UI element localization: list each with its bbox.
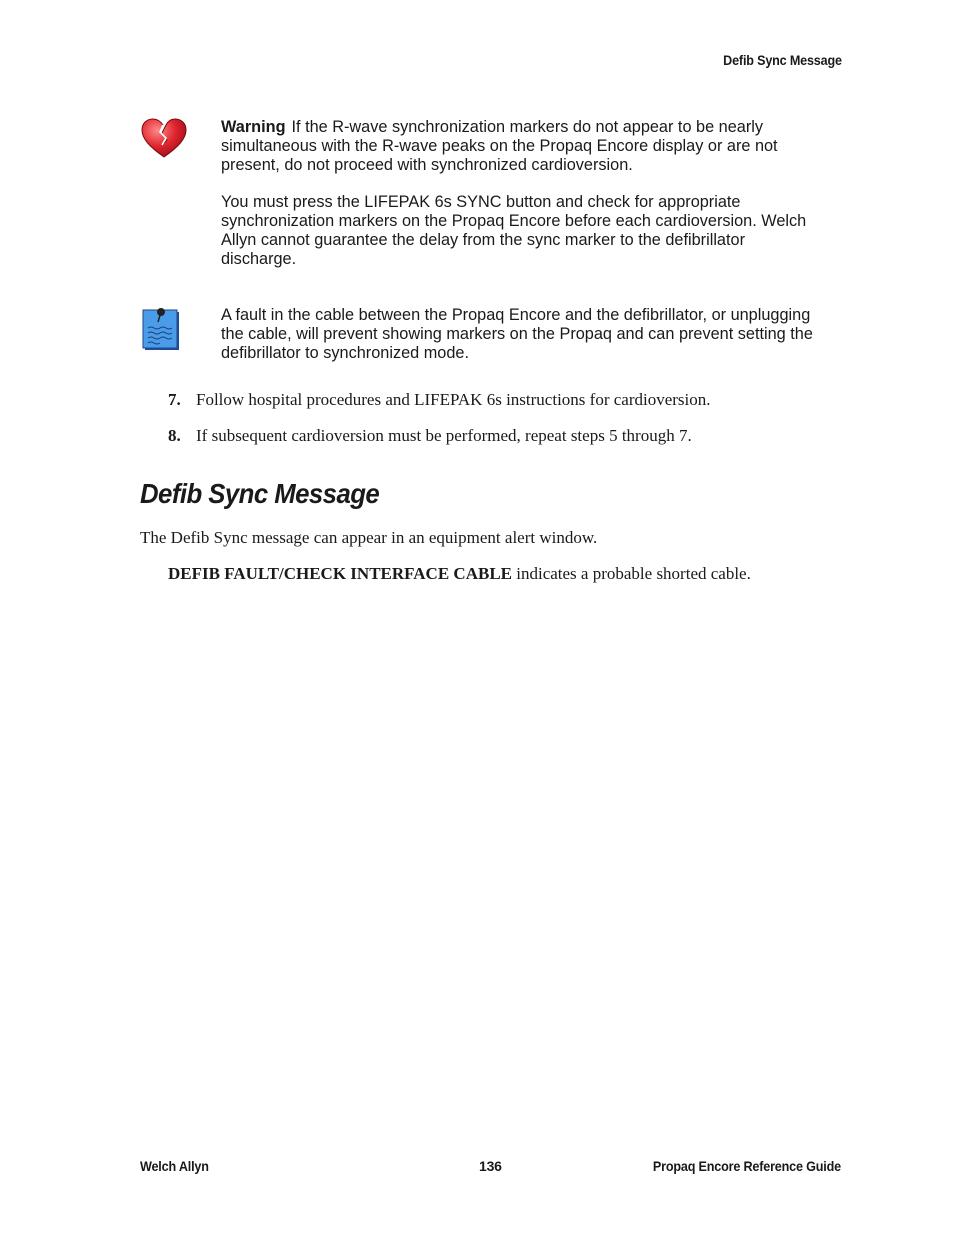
warning-paragraph-1 (221, 118, 821, 175)
warning-text-1: If the R-wave synchronization markers do not appear to be nearly simultaneous with the R-wave peaks on the Propaq Encore display or are not present, do not proceed with synchronized cardioversion. (221, 118, 778, 174)
step-number: 7. (168, 390, 181, 409)
message-desc: indicates a probable shorted cable. (512, 564, 751, 583)
running-header: Defib Sync Message (723, 52, 842, 68)
step-text: Follow hospital procedures and LIFEPAK 6s instructions for cardioversion. (196, 390, 711, 409)
section-title: Defib Sync Message (140, 478, 380, 509)
list-item (168, 426, 848, 446)
step-number: 8. (168, 426, 181, 445)
warning-text-2: You must press the LIFEPAK 6s SYNC button and check for appropriate synchronization markers on the Propaq Encore before each cardioversion. Welch Allyn cannot guarantee the delay from the sync marker to the defibrillator discharge. (221, 193, 807, 268)
section-intro: The Defib Sync message can appear in an equipment alert window. (140, 528, 598, 547)
warning-notice (221, 118, 821, 269)
note-text: A fault in the cable between the Propaq Encore and the defibrillator, or unplugging the cable, will prevent showing markers on the Propaq and can prevent setting the defibrillator to synchronized mode. (221, 306, 813, 362)
list-item (168, 390, 848, 410)
message-description (168, 564, 751, 584)
page-number: 136 (479, 1158, 502, 1174)
footer-guide-title: Propaq Encore Reference Guide (652, 1158, 841, 1174)
step-text: If subsequent cardioversion must be performed, repeat steps 5 through 7. (196, 426, 692, 445)
note-notice (221, 306, 821, 363)
message-name: DEFIB FAULT/CHECK INTERFACE CABLE (168, 564, 512, 583)
note-pad-icon (141, 306, 181, 352)
footer-company: Welch Allyn (140, 1158, 209, 1174)
steps-list (168, 390, 848, 462)
broken-heart-icon (140, 117, 188, 159)
warning-label: Warning (221, 118, 286, 136)
